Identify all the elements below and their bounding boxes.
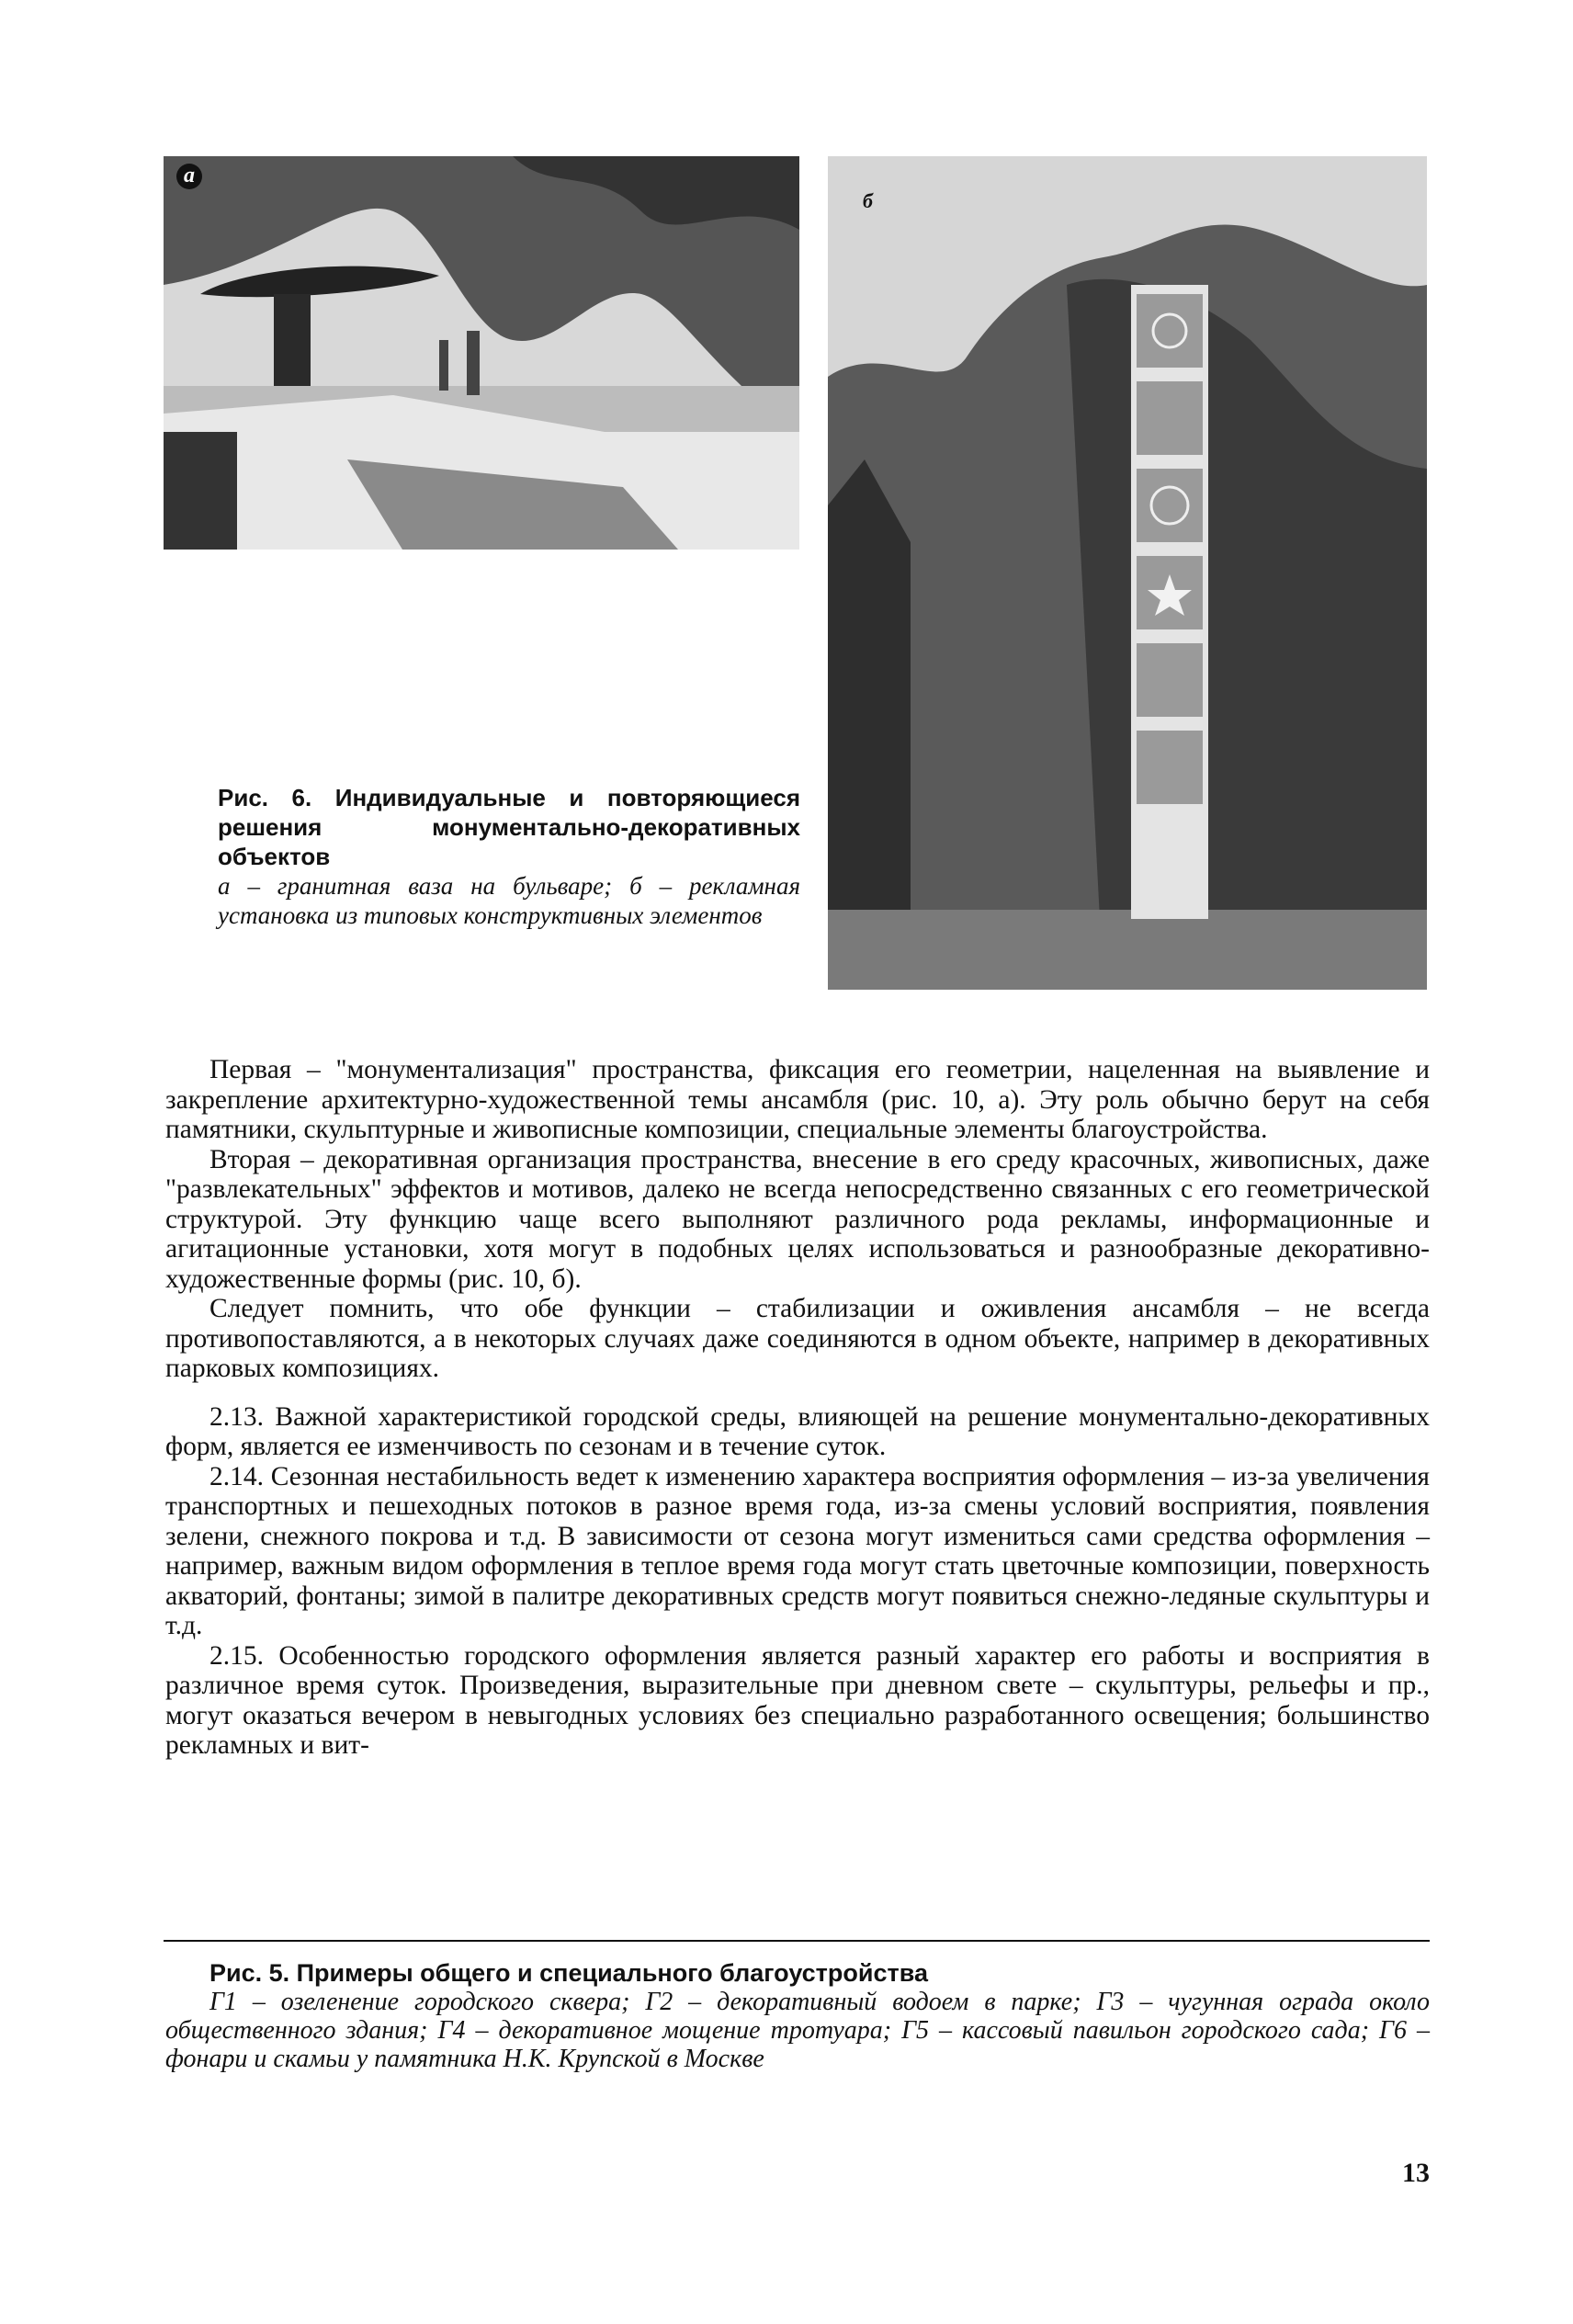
figure-6-caption-subtitle: а – гранитная ваза на бульваре; б – рекламная установка из типовых конструктивных элементов bbox=[218, 872, 800, 929]
photo-advertising-installation bbox=[828, 156, 1427, 990]
paragraph-2-14: 2.14. Сезонная нестабильность ведет к изменению характера восприятия оформления – из-за увеличения транспортных и пешеходных потоков в разное время года, из-за смены условий восприятия, появления зелени, снежного покрова и т.д. В зависимости от сезона могут измениться сами средства оформления – например, важным видом оформления в теплое время года могут стать цветочные композиции, поверхность акваторий, фонтаны; зимой в палитре декоративных средств могут появиться снежно-ледяные скульптуры и т.д. bbox=[165, 1461, 1430, 1640]
photo-granite-vase-image bbox=[164, 156, 799, 550]
paragraph-first-function: Первая – "монументализация" пространства, фиксация его геометрии, нацеленная на выявление и закрепление архитектурно-художественной темы ансамбля (рис. 10, а). Эту роль обычно берут на себя памятники, скульптурные и живописные композиции, специальные элементы благоустройства. bbox=[165, 1055, 1430, 1144]
figure-5-caption bbox=[165, 1959, 1430, 2073]
paragraph-2-15: 2.15. Особенностью городского оформления является разный характер его работы и восприятия в различное время суток. Произведения, выразительные при дневном свете – скульптуры, рельефы и пр., могут оказаться вечером в невыгодных условиях без специально разработанного освещения; большинство рекламных и вит- bbox=[165, 1640, 1430, 1760]
figure-6-caption-title: Рис. 6. Индивидуальные и повторяющиеся решения монументально-декоративных объектов bbox=[218, 784, 800, 870]
paragraph-both-functions: Следует помнить, что обе функции – стабилизации и оживления ансамбля – не всегда противопоставляются, а в некоторых случаях даже соединяются в одном объекте, например в декоративных парковых композициях. bbox=[165, 1294, 1430, 1383]
footnote-divider bbox=[164, 1940, 1430, 1942]
page-number: 13 bbox=[1402, 2158, 1430, 2188]
figure-5-caption-body: Г1 – озеленение городского сквера; Г2 – декоративный водоем в парке; Г3 – чугунная ограда около общественного здания; Г4 – декоративное мощение тротуара; Г5 – кассовый павильон городского сада; Г6 – фонари и скамьи у памятника Н.К. Крупской в Москве bbox=[165, 1988, 1430, 2073]
body-text bbox=[165, 1055, 1430, 1761]
photo-advertising-installation-image bbox=[828, 156, 1427, 990]
photo-granite-vase bbox=[164, 156, 799, 550]
paragraph-2-13: 2.13. Важной характеристикой городской среды, влияющей на решение монументально-декоративных форм, является ее изменчивость по сезонам и в течение суток. bbox=[165, 1401, 1430, 1461]
photo-a-label: a bbox=[176, 164, 202, 189]
paragraph-second-function: Вторая – декоративная организация пространства, внесение в его среду красочных, живописных, даже "развлекательных" эффектов и мотивов, далеко не всегда непосредственно связанных с его геометрической структурой. Эту функцию чаще всего выполняют различного рода рекламы, информационные и агитационные установки, хотя могут в подобных целях использоваться и разнообразные декоративно-художественные формы (рис. 10, б). bbox=[165, 1144, 1430, 1294]
figure-5-caption-title: Рис. 5. Примеры общего и специального благоустройства bbox=[209, 1959, 928, 1987]
photo-b-label: б bbox=[863, 189, 873, 212]
figure-6-caption bbox=[218, 783, 800, 930]
